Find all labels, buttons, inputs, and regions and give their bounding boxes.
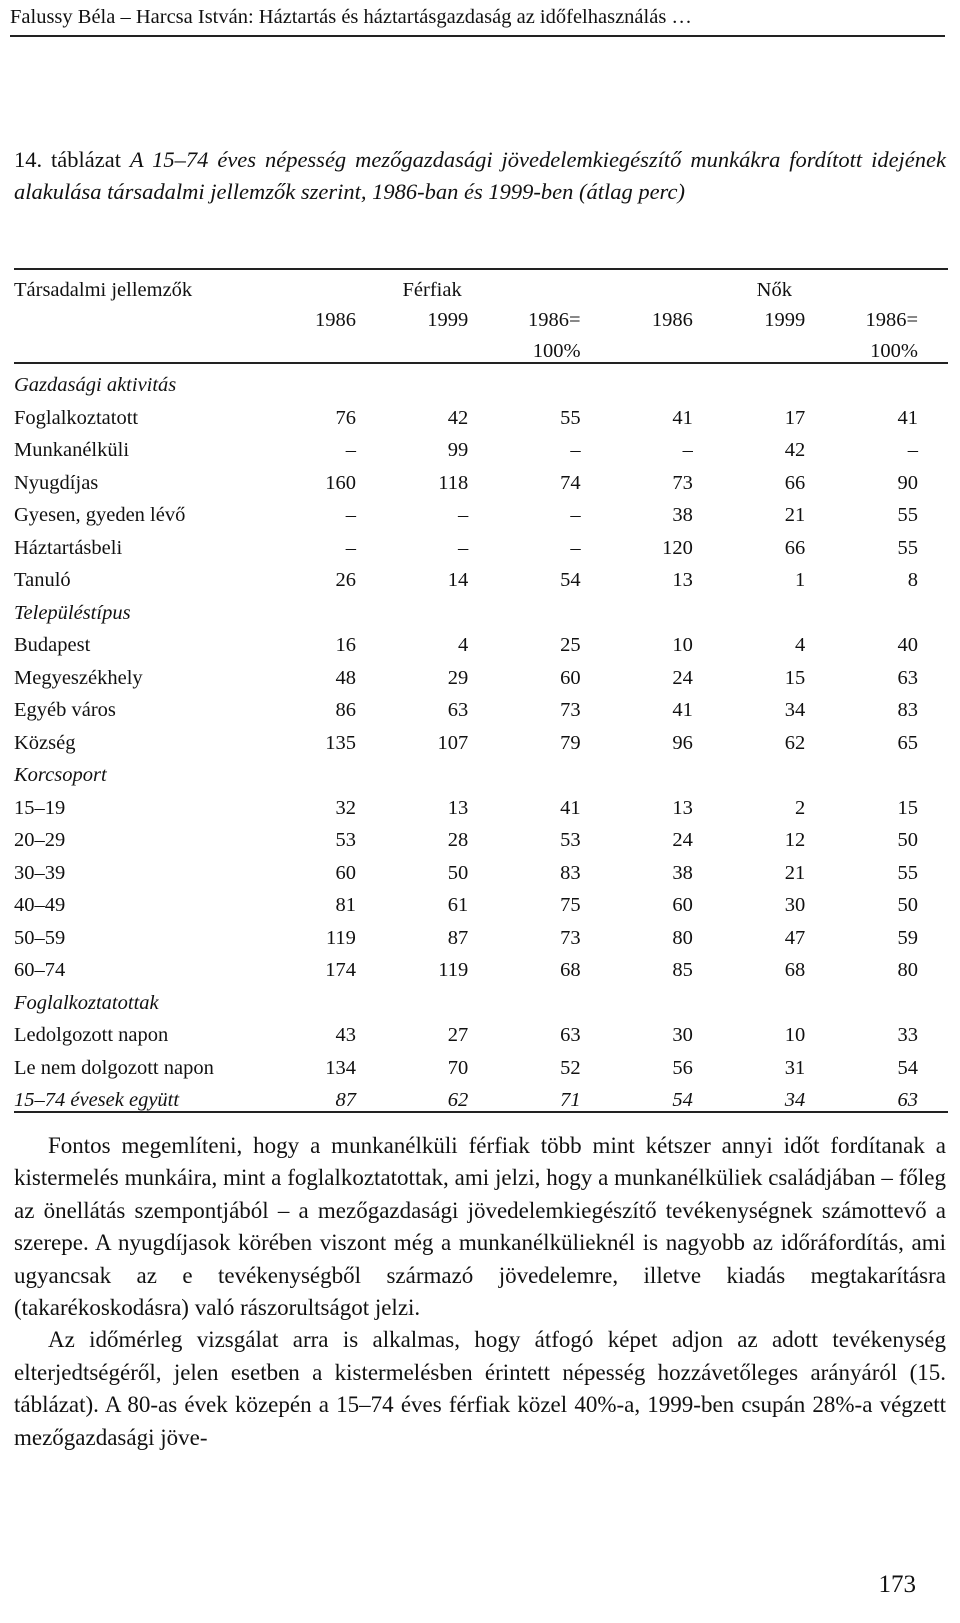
row-label: Megyeszékhely <box>14 666 143 689</box>
page-number: 173 <box>878 1571 916 1598</box>
cell-value: – <box>570 504 581 526</box>
cell-value: 34 <box>713 1079 825 1113</box>
cell-value: 75 <box>560 894 581 916</box>
col-header: 1999 <box>427 309 469 331</box>
col-header: 1986= <box>865 309 918 331</box>
cell-value: 31 <box>784 1056 806 1079</box>
table-caption <box>14 144 946 208</box>
row-label: 15–19 <box>14 796 66 819</box>
row-label: Foglalkoztatottak <box>14 991 159 1014</box>
cell-value: 32 <box>335 796 356 819</box>
cell-value: 41 <box>672 699 693 721</box>
section-heading <box>14 981 948 1014</box>
cell-value: 85 <box>672 959 693 981</box>
cell-value: 41 <box>897 406 918 429</box>
row-label: 50–59 <box>14 926 66 949</box>
cell-value: 66 <box>784 471 806 494</box>
cell-value: 74 <box>560 471 581 494</box>
cell-value: 41 <box>672 406 693 429</box>
cell-value: 30 <box>672 1024 693 1046</box>
cell-value: 13 <box>447 796 469 819</box>
paragraph: Az időmérleg vizsgálat arra is alkalmas, hogy átfogó képet adjon az adott tevékenység elterjedtségéről, jelen esetben a kistermelésben érintett népesség hozzávetőleges arányáról (15. táblázat). A 80-as évek közepén a 15–74 éves férfiak közel 40%-a, 1999-ben csupán 28%-a végzett mezőgazdasági jöve- <box>14 1327 946 1450</box>
cell-value: 21 <box>784 504 806 526</box>
cell-value: 118 <box>438 471 469 494</box>
cell-value: 63 <box>897 666 918 689</box>
cell-value: 13 <box>672 796 693 819</box>
total-row <box>14 1079 948 1113</box>
table-row <box>14 624 948 657</box>
section-heading <box>14 591 948 624</box>
cell-value: 42 <box>784 439 806 461</box>
cell-value: 55 <box>560 406 581 429</box>
header-row-1 <box>14 269 948 301</box>
cell-value: 15 <box>897 796 918 819</box>
row-label: 15–74 évesek együtt <box>14 1079 264 1113</box>
cell-value: 1 <box>795 569 806 591</box>
cell-value: 60 <box>335 861 356 884</box>
cell-value: 54 <box>560 569 581 591</box>
row-label: Budapest <box>14 634 91 656</box>
section-heading <box>14 363 948 397</box>
cell-value: – <box>907 439 918 461</box>
col-header: 1999 <box>764 309 806 331</box>
cell-value: – <box>682 439 693 461</box>
table-row <box>14 656 948 689</box>
table-row <box>14 851 948 884</box>
data-table <box>14 268 948 1113</box>
table-row <box>14 494 948 527</box>
table-number: 14. táblázat <box>14 147 121 172</box>
cell-value: – <box>345 504 356 526</box>
cell-value: 56 <box>672 1056 693 1079</box>
cell-value: 55 <box>897 536 918 559</box>
row-label: Foglalkoztatott <box>14 406 139 429</box>
table-title: A 15–74 éves népesség mezőgazdasági jövedelemkiegészítő munkákra fordított idejének alakulása társadalmi jellemzők szerint, 1986-ban és 1999-ben (átlag perc) <box>14 147 947 204</box>
cell-value: 24 <box>672 666 693 689</box>
cell-value: 63 <box>560 1024 581 1046</box>
cell-value: 53 <box>335 829 356 851</box>
cell-value: 48 <box>335 666 356 689</box>
cell-value: 134 <box>325 1056 356 1079</box>
cell-value: 10 <box>672 634 693 656</box>
row-label: 30–39 <box>14 861 66 884</box>
cell-value: 25 <box>560 634 581 656</box>
cell-value: 33 <box>897 1024 918 1046</box>
cell-value: 73 <box>560 926 581 949</box>
cell-value: 21 <box>784 861 806 884</box>
header-row-3 <box>14 331 948 363</box>
cell-value: 52 <box>560 1056 581 1079</box>
cell-value: 38 <box>672 861 693 884</box>
cell-value: – <box>345 536 356 559</box>
cell-value: 43 <box>335 1024 356 1046</box>
cell-value: 63 <box>447 699 469 721</box>
table-row <box>14 689 948 722</box>
cell-value: 120 <box>662 536 693 559</box>
table-row <box>14 721 948 754</box>
cell-value: 174 <box>325 959 356 981</box>
cell-value: 81 <box>335 894 356 916</box>
table-row <box>14 559 948 592</box>
row-label: Háztartásbeli <box>14 536 123 559</box>
row-label: 40–49 <box>14 894 66 916</box>
cell-value: 83 <box>897 699 918 721</box>
header-row-2 <box>14 301 948 332</box>
row-label: Ledolgozott napon <box>14 1024 169 1046</box>
cell-value: 71 <box>488 1079 600 1113</box>
row-label: Gazdasági aktivitás <box>14 374 177 396</box>
table-row <box>14 396 948 429</box>
col-header: 1986 <box>651 309 693 331</box>
cell-value: 99 <box>447 439 469 461</box>
cell-value: 62 <box>784 731 806 754</box>
row-label: 20–29 <box>14 829 66 851</box>
cell-value: 8 <box>907 569 918 591</box>
cell-value: 17 <box>784 406 806 429</box>
cell-value: 73 <box>672 471 693 494</box>
cell-value: 90 <box>897 471 918 494</box>
row-label: Tanuló <box>14 569 71 591</box>
cell-value: 15 <box>784 666 806 689</box>
cell-value: 80 <box>897 959 918 981</box>
row-label: Le nem dolgozott napon <box>14 1056 214 1079</box>
cell-value: 54 <box>897 1056 918 1079</box>
cell-value: 87 <box>264 1079 376 1113</box>
cell-value: 50 <box>447 861 469 884</box>
cell-value: 28 <box>447 829 469 851</box>
group-women: Nők <box>601 269 948 301</box>
cell-value: 107 <box>437 731 469 754</box>
cell-value: 2 <box>795 796 806 819</box>
row-label: Korcsoport <box>14 764 107 786</box>
running-header: Falussy Béla – Harcsa István: Háztartás és háztartásgazdaság az időfelhasználás … <box>10 6 945 37</box>
cell-value: 62 <box>376 1079 488 1113</box>
cell-value: 41 <box>560 796 581 819</box>
row-label: Nyugdíjas <box>14 471 99 494</box>
section-heading <box>14 754 948 787</box>
row-label: Gyesen, gyeden lévő <box>14 504 186 526</box>
cell-value: 73 <box>560 699 581 721</box>
table-row <box>14 1014 948 1047</box>
table-row <box>14 1046 948 1079</box>
cell-value: 60 <box>672 894 693 916</box>
cell-value: 53 <box>560 829 581 851</box>
row-label: Településtípus <box>14 601 131 624</box>
cell-value: 68 <box>560 959 581 981</box>
cell-value: 86 <box>335 699 356 721</box>
group-men: Férfiak <box>264 269 601 301</box>
cell-value: 34 <box>784 699 806 721</box>
cell-value: 27 <box>447 1024 469 1046</box>
cell-value: 60 <box>560 666 581 689</box>
cell-value: 83 <box>560 861 581 884</box>
cell-value: 65 <box>897 731 918 754</box>
cell-value: 24 <box>672 829 693 851</box>
cell-value: 160 <box>325 471 356 494</box>
cell-value: 30 <box>784 894 806 916</box>
cell-value: – <box>570 439 581 461</box>
cell-value: 4 <box>458 634 469 656</box>
cell-value: 4 <box>795 634 806 656</box>
cell-value: 59 <box>897 926 918 949</box>
cell-value: 96 <box>672 731 693 754</box>
cell-value: 135 <box>325 731 356 754</box>
cell-value: 54 <box>601 1079 713 1113</box>
paragraph: Fontos megemlíteni, hogy a munkanélküli férfiak több mint kétszer annyi időt fordítanak a kistermelés munkáira, mint a foglalkoztatottak, ami jelzi, hogy a munkanélküliek családjában – főleg az önellátás szempontjából – a mezőgazdasági jövedelemkiegészítő tevékenységnek számottevő a szerepe. A nyugdíjasok körében viszont még a munkanélkülieknél is nagyobb az időráfordítás, ami ugyancsak az e tevékenységből származó jövedelemre, illetve kiadás megtakarításra (takarékoskodásra) való rászorultságot jelzi. <box>14 1133 946 1321</box>
cell-value: 68 <box>784 959 806 981</box>
table-row <box>14 526 948 559</box>
cell-value: 29 <box>447 666 469 689</box>
cell-value: 55 <box>897 504 918 526</box>
cell-value: 47 <box>784 926 806 949</box>
cell-value: 66 <box>784 536 806 559</box>
table-row <box>14 916 948 949</box>
table-row <box>14 429 948 462</box>
table-row <box>14 786 948 819</box>
cell-value: 63 <box>825 1079 948 1113</box>
cell-value: 50 <box>897 829 918 851</box>
cell-value: – <box>458 536 469 559</box>
cell-value: 10 <box>784 1024 806 1046</box>
row-label: Község <box>14 731 76 754</box>
cell-value: 119 <box>438 959 469 981</box>
cell-value: – <box>458 504 469 526</box>
cell-value: 40 <box>897 634 918 656</box>
table-row <box>14 884 948 917</box>
col-header: 1986 <box>314 309 356 331</box>
row-label: Munkanélküli <box>14 439 130 461</box>
cell-value: 87 <box>447 926 469 949</box>
col-header: 1986= <box>528 309 581 331</box>
row-label: Egyéb város <box>14 699 116 721</box>
cell-value: 38 <box>672 504 693 526</box>
cell-value: 119 <box>325 926 356 949</box>
row-label: 60–74 <box>14 959 66 981</box>
row-header-label: Társadalmi jellemzők <box>14 269 264 301</box>
cell-value: 14 <box>447 569 469 591</box>
cell-value: – <box>345 439 356 461</box>
cell-value: 80 <box>672 926 693 949</box>
cell-value: 50 <box>897 894 918 916</box>
cell-value: 12 <box>784 829 806 851</box>
cell-value: 79 <box>560 731 581 754</box>
cell-value: 55 <box>897 861 918 884</box>
cell-value: 76 <box>335 406 356 429</box>
cell-value: – <box>570 536 581 559</box>
cell-value: 70 <box>447 1056 469 1079</box>
cell-value: 42 <box>447 406 469 429</box>
body-text <box>14 1130 946 1454</box>
cell-value: 13 <box>672 569 693 591</box>
col-header-sub: 100% <box>488 331 600 363</box>
cell-value: 26 <box>335 569 356 591</box>
cell-value: 61 <box>447 894 469 916</box>
table-row <box>14 461 948 494</box>
table-row <box>14 949 948 982</box>
table-row <box>14 819 948 852</box>
col-header-sub: 100% <box>825 331 948 363</box>
cell-value: 16 <box>335 634 356 656</box>
